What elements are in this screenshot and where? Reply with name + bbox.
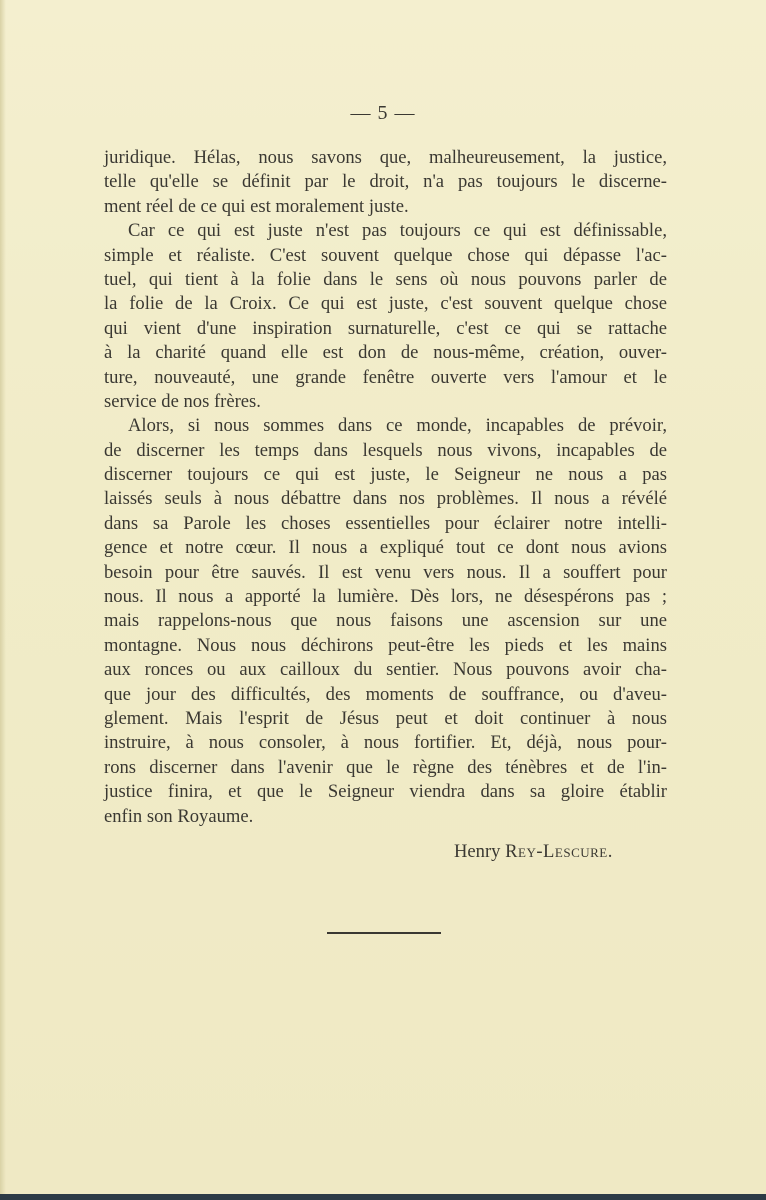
page-bottom-edge [0, 1194, 766, 1200]
text-line: mais rappelons-nous que nous faisons une ascension sur une [104, 610, 667, 632]
text-line: gence et notre cœur. Il nous a expliqué tout ce dont nous avions [104, 537, 667, 559]
text-line: besoin pour être sauvés. Il est venu vers nous. Il a souffert pour [104, 561, 667, 583]
text-line: ture, nouveauté, une grande fenêtre ouverte vers l'amour et le [104, 366, 667, 388]
text-line: Alors, si nous sommes dans ce monde, incapables de prévoir, [128, 415, 667, 437]
text-line: justice finira, et que le Seigneur viendra dans sa gloire établir [104, 781, 667, 803]
author-first-name: Henry [454, 841, 501, 862]
paragraph [104, 146, 667, 219]
author-signature [454, 840, 613, 864]
text-line: montagne. Nous nous déchirons peut-être les pieds et les mains [104, 634, 667, 656]
text-line: nous. Il nous a apporté la lumière. Dès lors, ne désespérons pas ; [104, 586, 667, 608]
text-line: simple et réaliste. C'est souvent quelque chose qui dépasse l'ac- [104, 244, 667, 266]
text-line: dans sa Parole les choses essentielles pour éclairer notre intelli- [104, 512, 667, 534]
text-line: discerner toujours ce qui est juste, le Seigneur ne nous a pas [104, 464, 667, 486]
text-line: ment réel de ce qui est moralement juste. [104, 195, 409, 217]
text-line: glement. Mais l'esprit de Jésus peut et doit continuer à nous [104, 707, 667, 729]
text-line: enfin son Royaume. [104, 805, 254, 827]
text-line: rons discerner dans l'avenir que le règne des ténèbres et de l'in- [104, 756, 667, 778]
end-rule-divider [327, 932, 441, 934]
text-line: telle qu'elle se définit par le droit, n'a pas toujours le discerne- [104, 171, 667, 193]
text-line: aux ronces ou aux cailloux du sentier. Nous pouvons avoir cha- [104, 659, 667, 681]
text-line: juridique. Hélas, nous savons que, malheureusement, la justice, [104, 147, 667, 168]
paragraph [104, 414, 667, 829]
text-line: qui vient d'une inspiration surnaturelle, c'est ce qui se rattache [104, 317, 667, 339]
text-line: instruire, à nous consoler, à nous fortifier. Et, déjà, nous pour- [104, 732, 667, 754]
page-left-edge [0, 0, 6, 1200]
text-line: à la charité quand elle est don de nous-même, création, ouver- [104, 342, 667, 364]
paragraph [104, 219, 667, 414]
text-line: tuel, qui tient à la folie dans le sens où nous pouvons parler de [104, 268, 667, 290]
text-line: Car ce qui est juste n'est pas toujours ce qui est définissable, [128, 220, 667, 242]
text-line: service de nos frères. [104, 390, 261, 412]
text-line: de discerner les temps dans lesquels nous vivons, incapables de [104, 439, 667, 461]
page-number: — 5 — [350, 102, 416, 124]
body-text [104, 146, 667, 829]
text-line: que jour des difficultés, des moments de souffrance, ou d'aveu- [104, 683, 667, 705]
author-surname: Rey-Lescure. [505, 841, 613, 862]
text-line: laissés seuls à nous débattre dans nos problèmes. Il nous a révélé [104, 488, 667, 510]
text-line: la folie de la Croix. Ce qui est juste, c'est souvent quelque chose [104, 293, 667, 315]
